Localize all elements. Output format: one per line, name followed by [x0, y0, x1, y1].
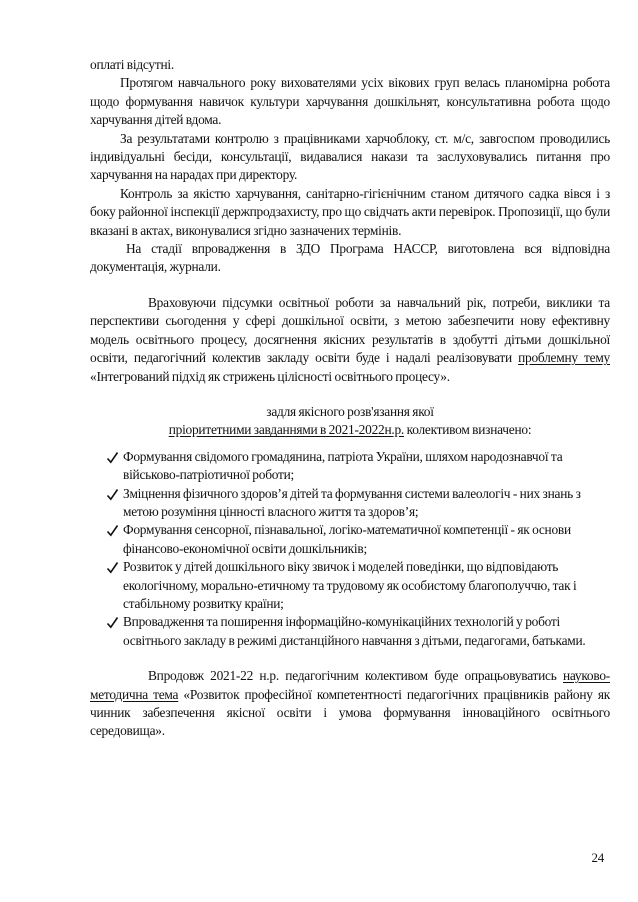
paragraph-3: За результатами контролю з працівниками харчоблоку, ст. м/с, завгоспом проводились індивідуальні бесіди, консультації, видавалися накази та заслуховувались питання про харчування на нарадах при директору. — [90, 130, 610, 183]
priority-item — [106, 558, 606, 613]
priority-text: Впровадження та поширення інформаційно-комунікаційних технологій у роботі освітнього закладу в режимі дистанційного навчання з дітьми, педагогами, батьками. — [123, 614, 586, 648]
priority-text: Розвиток у дітей дошкільного віку звичок і моделей поведінки, що відповідають екологічному, морально-етичному та трудовому як особистому благополуччю, так і стабільному розвитку країни; — [123, 559, 577, 611]
problem-topic-underlined: проблемну тему — [518, 350, 610, 366]
paragraph-7-text-start: Впродовж 2021-22 н.р. педагогічним колективом буде опрацьовуватись — [148, 668, 563, 684]
paragraph-1: оплаті відсутні. — [90, 57, 174, 72]
priority-text: Зміцнення фізичного здоров’я дітей та формування системи валеологіч - них знань з метою розуміння цінності власного життя та здоров’я; — [123, 485, 581, 519]
priorities-heading-underlined: пріоритетними завданнями в 2021-2022н.р. — [168, 422, 405, 438]
priorities-list — [106, 448, 606, 650]
priority-text: Формування свідомого громадянина, патріота України, шляхом народознавчої та військово-патріотичної роботи; — [123, 448, 563, 483]
paragraph-5: На стадії впровадження в ЗДО Програма НАССР, виготовлена вся відповідна документація, журнали. — [90, 241, 610, 275]
page-number: 24 — [591, 850, 604, 865]
checkmark-icon — [106, 558, 119, 576]
priority-item — [106, 613, 606, 650]
paragraph-7-text-end: «Розвиток професійної компетентності педагогічних працівників району як чинник забезпечення якісної освіти і умова формування інноваційного освітнього середовища». — [90, 686, 611, 739]
paragraph-6-text-start: Враховуючи підсумки освітньої роботи за навчальний рік, потреби, виклики та перспективи сьогодення у сфері дошкільної освіти, з метою забезпечити нову ефективну модель освітнього процесу, досягнення якісних результатів в здобутті дітьми дошкільної освіти, педагогічний колектив закладу освіти буде і надалі реалізовувати — [90, 294, 610, 366]
document-page — [90, 56, 610, 741]
paragraph-6-text-end: «Інтегрований підхід як стрижень цілісності освітнього процесу». — [90, 368, 450, 384]
priorities-heading-rest: колективом визначено: — [404, 422, 532, 438]
priorities-heading-line-2 — [90, 421, 610, 439]
priorities-heading-line-1: задля якісного розв'язання якої — [266, 403, 434, 419]
paragraph-7 — [90, 667, 610, 741]
priority-text: Формування сенсорної, пізнавальної, логіко-математичної компетенції - як основи фінансово-економічної освіти дошкільників; — [123, 522, 571, 556]
checkmark-icon — [106, 521, 119, 539]
paragraph-6 — [90, 294, 610, 386]
checkmark-icon — [106, 613, 119, 631]
priority-item — [106, 448, 606, 485]
priority-item — [106, 521, 606, 558]
methodical-topic-underlined: науково-методична тема — [90, 668, 610, 702]
checkmark-icon — [106, 448, 119, 466]
paragraph-4: Контроль за якістю харчування, санітарно-гігієнічним станом дитячого садка вівся і з боку районної інспекції держпродзахисту, про що свідчать акти перевірок. Пропозиції, що були вказані в актах, виконувалися згідно зазначених термінів. — [90, 185, 610, 238]
paragraph-2: Протягом навчального року вихователями усіх вікових груп велась планомірна робота щодо формування навичок культури харчування дошкільнят, консультативна робота щодо харчування дітей вдома. — [90, 75, 610, 128]
priority-item — [106, 485, 606, 522]
checkmark-icon — [106, 485, 119, 503]
